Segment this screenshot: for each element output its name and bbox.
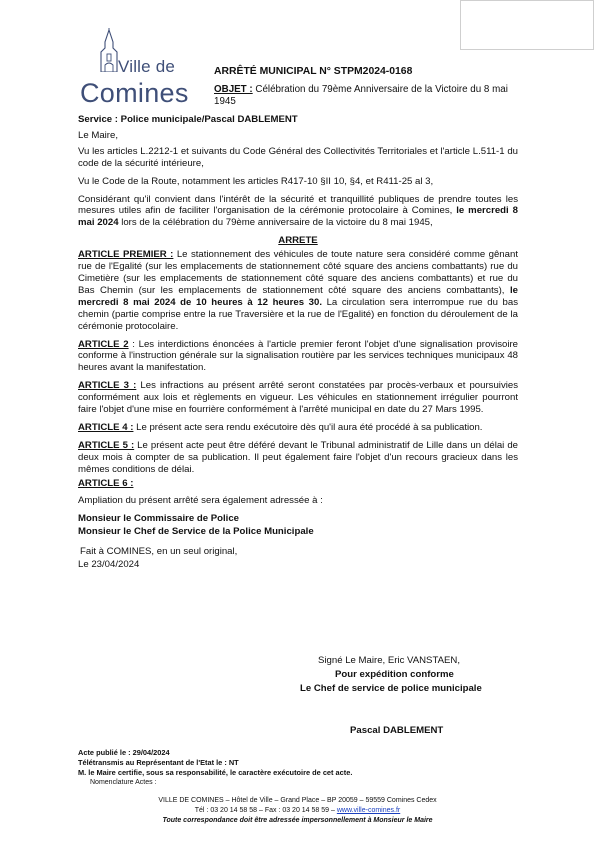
vu-articles: Vu les articles L.2212-1 et suivants du Code Général des Collectivités Territoriales et l'article L.511-1 du code de la sécurité intérieure, <box>78 145 518 169</box>
website-link[interactable]: www.ville-comines.fr <box>336 807 401 814</box>
correspondence-notice: Toute correspondance doit être adressée impersonnellement à Monsieur le Maire <box>162 817 433 824</box>
signature-name: Pascal DABLEMENT <box>350 725 444 736</box>
letterhead-footer <box>0 796 595 826</box>
considerant-part-c: lors de la célébration du 79ème anniversaire de la victoire du 8 mai 1945, <box>118 217 433 229</box>
article-4-label: ARTICLE 4 : <box>78 421 134 433</box>
publie-le: Acte publié le : 29/04/2024 <box>78 748 170 757</box>
article-2-text: : Les interdictions énoncées à l'article premier feront l'objet d'une signalisation provisoire conforme à l'instruction générale sur la signalisation routière par les services techniques municipaux 48 heures avant la manifestation. <box>78 338 518 374</box>
maire-certifie: M. le Maire certifie, sous sa responsabilité, le caractère exécutoire de cet acte. <box>78 768 353 777</box>
article-3 <box>78 380 518 416</box>
logo-text-comines: Comines <box>80 78 189 108</box>
registration-stamp-box <box>460 0 594 50</box>
fait-a-comines: Fait à COMINES, en un seul original, <box>80 546 238 558</box>
subject-text: Célébration du 79ème Anniversaire de la Victoire du 8 mai 1945 <box>214 84 508 107</box>
considerant-date: le mercredi 8 mai 2024 <box>78 205 518 229</box>
nomenclature-actes: Nomenclature Actes : <box>90 779 157 786</box>
phone-fax: Tél : 03 20 14 58 58 – Fax : 03 20 14 58 59 – <box>194 807 337 814</box>
article-2 <box>78 339 518 375</box>
signature-expedition: Pour expédition conforme <box>335 669 454 680</box>
article-1-label: ARTICLE PREMIER : <box>78 249 174 261</box>
article-4-text: Le présent acte sera rendu exécutoire dès qu'il aura été procédé à sa publication. <box>133 421 483 433</box>
article-5 <box>78 440 518 476</box>
vu-code-route: Vu le Code de la Route, notamment les articles R417-10 §II 10, §4, et R411-25 al 3, <box>78 175 434 187</box>
subject-label: OBJET : <box>214 84 253 95</box>
article-6-label: ARTICLE 6 : <box>78 477 134 489</box>
recipient-chef-police: Monsieur le Chef de Service de la Police Municipale <box>78 526 314 538</box>
considerant-paragraph <box>78 194 518 230</box>
decree-title: ARRÊTÉ MUNICIPAL N° STPM2024-0168 <box>214 66 413 77</box>
arrete-heading: ARRETE <box>278 235 318 247</box>
service-line: Service : Police municipale/Pascal DABLEMENT <box>78 114 298 125</box>
signature-mayor: Signé Le Maire, Eric VANSTAEN, <box>318 655 460 666</box>
article-3-text: Les infractions au présent arrêté seront constatées par procès-verbaux et poursuivies conformément aux lois et règlements en vigueur. Les véhicules en stationnement irrégulier pourront faire l'objet d'une mise en fourrière conformément à l'arrêté municipal en date du 27 Mars 1995. <box>78 380 519 416</box>
city-address: VILLE DE COMINES – Hôtel de Ville – Grand Place – BP 20059 – 59559 Comines Cedex <box>158 797 437 804</box>
publication-notes <box>78 748 352 788</box>
article-3-label: ARTICLE 3 : <box>78 380 137 392</box>
article-6 <box>78 478 518 490</box>
le-maire-line: Le Maire, <box>78 129 118 141</box>
comines-logo <box>74 28 194 110</box>
signature-chef-service: Le Chef de service de police municipale <box>300 683 482 694</box>
teletransmis: Télétransmis au Représentant de l'Etat le : NT <box>78 758 239 767</box>
article-2-label: ARTICLE 2 <box>78 338 129 350</box>
ampliation-line: Ampliation du présent arrêté sera également adressée à : <box>78 495 323 507</box>
contact-line <box>0 806 595 816</box>
decree-date: Le 23/04/2024 <box>78 559 140 571</box>
article-1-text-c: La circulation sera interrompue rue du bas chemin (partie comprise entre la rue Traversière et la rue de l'Egalité) en fonction du déroulement de la cérémonie protocolaire. <box>78 296 518 332</box>
article-5-text: Le présent acte peut être déféré devant le Tribunal administratif de Lille dans un délai de deux mois à compter de sa publication. Il peut également faire l'objet d'un recours gracieux dans les mêmes conditions de délai. <box>78 439 518 475</box>
recipient-commissaire: Monsieur le Commissaire de Police <box>78 513 240 525</box>
article-1 <box>78 249 518 332</box>
article-4 <box>78 422 518 434</box>
article-1-date: le mercredi 8 mai 2024 de 10 heures à 12 heures 30. <box>78 284 518 308</box>
considerant-part-a: Considérant qu'il convient dans l'intérêt de la sécurité et tranquillité publiques de prendre toutes les mesures utiles afin de faciliter l'organisation de la cérémonie protocolaire à Comines, <box>78 193 518 217</box>
article-1-text-a: Le stationnement des véhicules de toute nature sera considéré comme gênant rue de l'Egalité (sur les emplacements de stationnement côté square des anciens combattants) rue du Cimetière (sur les emplacements de stationnement côté square des anciens combattants) et rue du Bas Chemin (sur les emplacements de stationnement côté square des anciens combattants), <box>78 249 518 296</box>
decree-subject <box>214 84 514 108</box>
logo-text-ville-de: Ville de <box>118 57 176 76</box>
decree-body <box>78 114 518 571</box>
article-5-label: ARTICLE 5 : <box>78 439 135 451</box>
